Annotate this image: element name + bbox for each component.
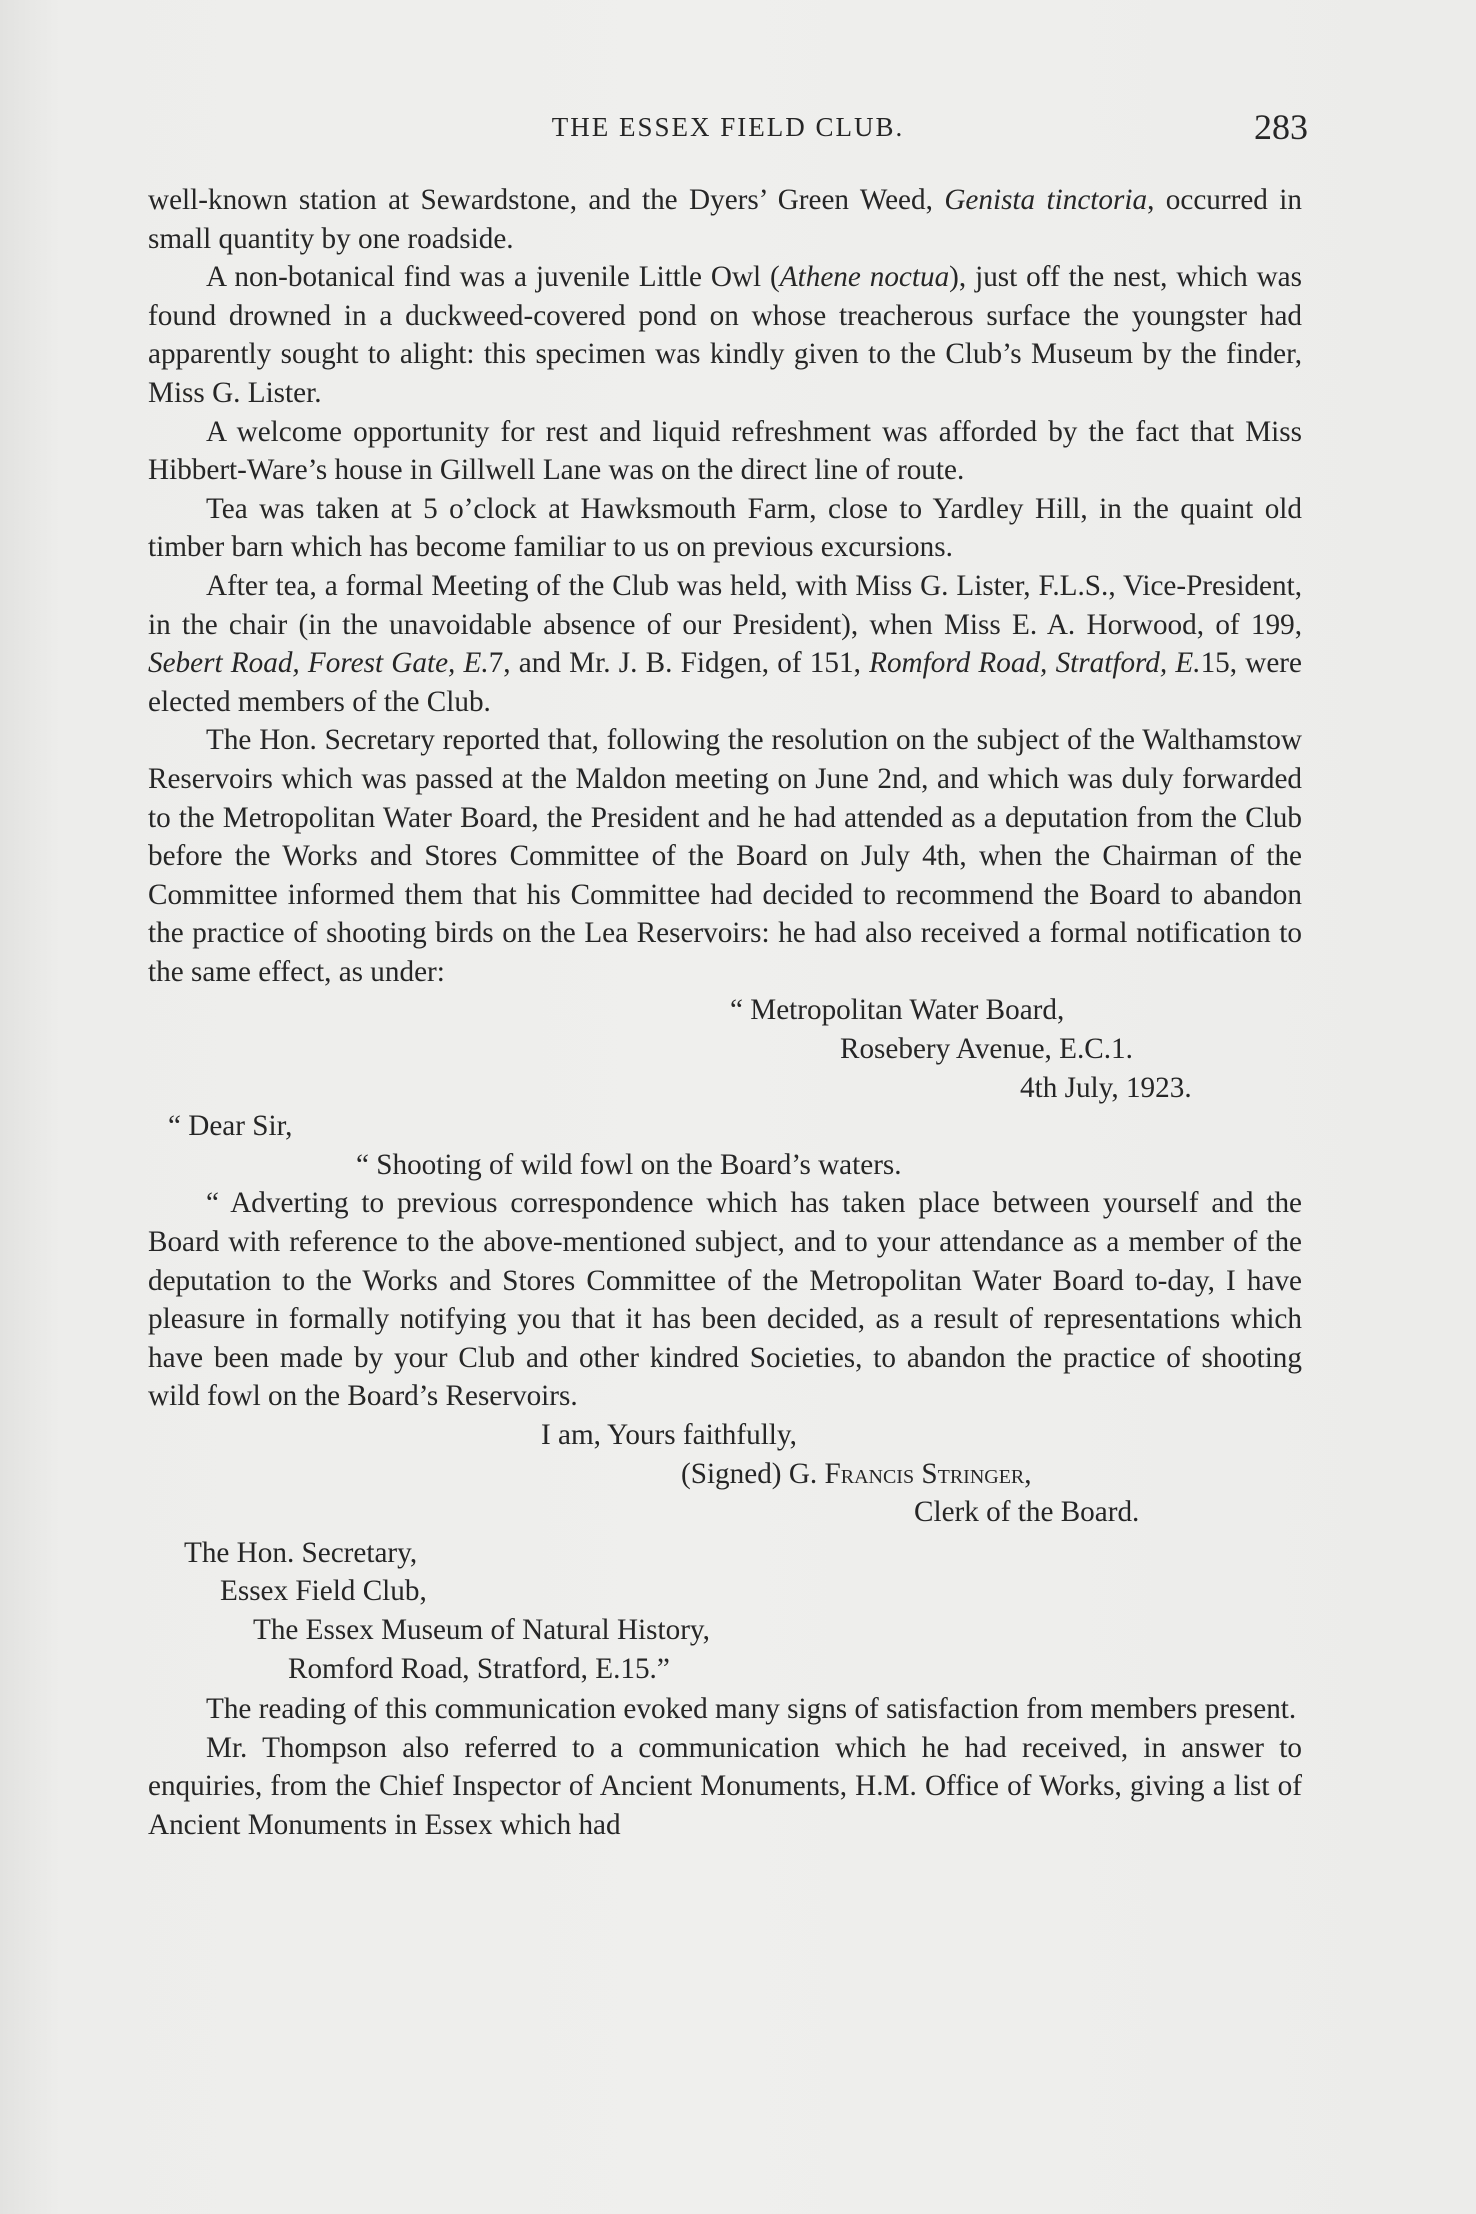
text-run: A non-botanical find was a juvenile Little Owl ( — [206, 261, 780, 294]
letter-salutation: “ Dear Sir, — [168, 1110, 293, 1143]
letter-signature — [148, 1455, 1302, 1494]
paragraph-7: The reading of this communication evoked many signs of satisfaction from members present. — [206, 1693, 1297, 1726]
text-run: ), just off the nest, which was found drowned in a duckweed-covered pond on whose treacherous surface the youngster had apparently sought to alight: this specimen was kindly given to the Club’s Museum by the finder, Miss G. Lister. — [148, 261, 1302, 409]
paragraph-4: Tea was taken at 5 o’clock at Hawksmouth Farm, close to Yardley Hill, in the quaint old timber barn which has become familiar to us on previous excursions. — [148, 492, 1302, 564]
address-italic: Sebert Road, Forest Gate, E. — [148, 647, 489, 680]
letter — [148, 991, 1302, 1688]
letter-body: “ Adverting to previous correspondence which has taken place between yourself and the Board with reference to the above-mentioned subject, and to your attendance as a member of the deputation to the Works and Stores Committee of the Metropolitan Water Board to-day, I have pleasure in formally notifying you that it has been decided, as a result of representations which have been made by your Club and other kindred Societies, to abandon the practice of shooting wild fowl on the Board’s Reservoirs. — [148, 1187, 1302, 1413]
species-name: Athene noctua — [779, 261, 950, 294]
text-run: well-known station at Sewardstone, and the Dyers’ Green Weed, — [148, 184, 945, 216]
text-run: , — [1024, 1457, 1032, 1490]
text-run: After tea, a formal Meeting of the Club was held, with Miss G. Lister, F.L.S., Vice-President, in the chair (in the unavoidable absence of our President), when Miss E. A. Horwood, of 199, — [148, 569, 1302, 641]
paragraph-6: The Hon. Secretary reported that, following the resolution on the subject of the Walthamstow Reservoirs which was passed at the Maldon meeting on June 2nd, and which was duly forwarded to the Metropolitan Water Board, the President and he had attended as a deputation from the Club before the Works and Stores Committee of the Board on July 4th, when the Chairman of the Committee informed them that his Committee had decided to recommend the Board to abandon the practice of shooting birds on the Lea Reservoirs: he had also received a formal notification to the same effect, as under: — [148, 724, 1302, 988]
text-run: 15, were elected members of the Club. — [148, 647, 1302, 718]
address-italic: Romford Road, Stratford, E. — [869, 647, 1201, 680]
letter-signatory-title: Clerk of the Board. — [914, 1496, 1140, 1529]
letter-recipient-line-1: The Hon. Secretary, — [184, 1536, 418, 1569]
paragraph-3: A welcome opportunity for rest and liquid refreshment was afforded by the fact that Miss Hibbert-Ware’s house in Gillwell Lane was on the direct line of route. — [148, 415, 1302, 487]
body-text — [148, 181, 1302, 1845]
letter-date: 4th July, 1923. — [1020, 1071, 1192, 1104]
letter-subject: “ Shooting of wild fowl on the Board’s waters. — [356, 1148, 902, 1181]
running-title: THE ESSEX FIELD CLUB. — [551, 112, 905, 142]
letter-recipient-line-3: The Essex Museum of Natural History, — [253, 1613, 710, 1646]
paragraph-2 — [148, 258, 1302, 412]
paragraph-1 — [148, 181, 1302, 258]
text-run: 7, and Mr. J. B. Fidgen, of 151, — [488, 647, 870, 680]
text-run: , occurred in small quantity by one roadside. — [148, 184, 1302, 255]
letter-address-line-2: Rosebery Avenue, E.C.1. — [840, 1033, 1133, 1066]
signatory-name: Francis Stringer — [824, 1457, 1025, 1490]
letter-address-line-1: “ Metropolitan Water Board, — [730, 994, 1065, 1027]
letter-recipient-line-2: Essex Field Club, — [220, 1575, 427, 1608]
page-number: 283 — [1254, 107, 1308, 147]
paragraph-5 — [148, 567, 1302, 721]
letter-recipient-line-4: Romford Road, Stratford, E.15.” — [288, 1652, 670, 1685]
letter-closing: I am, Yours faithfully, — [541, 1419, 797, 1451]
species-name: Genista tinctoria — [944, 184, 1148, 216]
text-run: (Signed) G. — [681, 1457, 825, 1490]
running-head — [148, 106, 1308, 156]
paragraph-8: Mr. Thompson also referred to a communication which he had received, in answer to enquiries, from the Chief Inspector of Ancient Monuments, H.M. Office of Works, giving a list of Ancient Monuments in Essex which had — [148, 1731, 1302, 1841]
